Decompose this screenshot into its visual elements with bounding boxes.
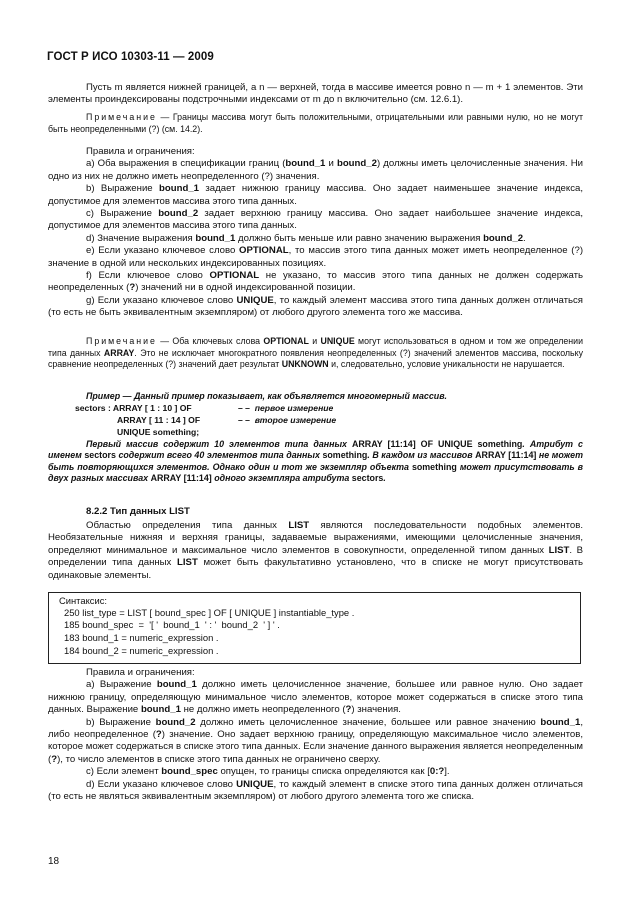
rule-a: a) Выражение bound_1 должно иметь целочисленное значение, большее или равное нулю. Оно задает нижнюю границу, определяющую минимальное число элементов, которое может содержаться в списке этого типа данных. Выражение bound_1 не должно иметь неопределенного (?) значения.	[48, 679, 583, 716]
example-code-line-3: UNIQUE something;	[117, 427, 200, 437]
syntax-line: 184 bound_2 = numeric_expression .	[64, 645, 219, 656]
rule-c: c) Выражение bound_2 задает верхнюю границу массива. Оно задает наибольшее значение индекса, допустимое для элементов массива этого типа данных.	[48, 208, 583, 232]
syntax-title: Синтаксис:	[59, 595, 108, 606]
note-bounds	[48, 112, 583, 135]
section-heading: 8.2.2 Тип данных LIST	[86, 506, 190, 517]
example-comment-1: – – первое измерение	[238, 403, 334, 413]
syntax-line: 250 list_type = LIST [ bound_spec ] OF [ UNIQUE ] instantiable_type .	[64, 607, 355, 618]
rule-b: b) Выражение bound_1 задает нижнюю границу массива. Оно задает наименьшее значение индекса, допустимое для элементов массива этого типа данных.	[48, 183, 583, 207]
example-intro: Пример — Данный пример показывает, как объявляется многомерный массив.	[86, 391, 448, 401]
note-label: Примечание	[86, 336, 157, 346]
rule-e: e) Если указано ключевое слово OPTIONAL, то массив этого типа данных может иметь неопределенное (?) значение в одной или нескольких индексированных позициях.	[48, 245, 584, 269]
page-number: 18	[48, 856, 60, 867]
rule-a: a) Оба выражения в спецификации границ (bound_1 и bound_2) должны иметь целочисленные значения. Ни одно из них не должно иметь неопределенного (?) значения.	[48, 158, 583, 182]
note-optional-unique: Примечание — Оба ключевых слова OPTIONAL и UNIQUE могут использоваться в одном и том же определении типа данных ARRAY. Это не исключает многократного появления неопределенных (?) значений элементов массива, поскольку сравнение неопределенных (?) значений дает результат UNKNOWN и, следовательно, условие уникальности не нарушается.	[48, 336, 583, 370]
paragraph-text: Пусть m является нижней границей, а n — верхней, тогда в массиве имеется ровно n — m + 1 элементов. Эти элементы проиндексированы подстрочными индексами от m до n включительно (см. 12.6.1).	[48, 82, 583, 106]
example-description: Первый массив содержит 10 элементов типа данных ARRAY [11:14] OF UNIQUE something. Атрибут с именем sectors содержит всего 40 элементов типа данных something. В каждом из массивов ARRAY [11:14] не может быть повторяющихся элементов. Однако один и тот же экземпляр объекта something может присутствовать в двух разных массивах ARRAY [11:14] одного экземпляра атрибута sectors.	[48, 439, 584, 484]
page-header: ГОСТ Р ИСО 10303-11 — 2009	[47, 51, 214, 63]
note-text: — Границы массива могут быть положительными, отрицательными или равными нулю, но не могут быть неопределенными (?) (см. 14.2).	[48, 112, 583, 134]
rule-g: g) Если указано ключевое слово UNIQUE, то каждый элемент массива этого типа данных должен отличаться (то есть не быть эквивалентным экземпляром) от любого другого элемента того же массива.	[48, 294, 583, 319]
example-comment-2: – – второе измерение	[238, 415, 337, 425]
rule-f: f) Если ключевое слово OPTIONAL не указано, то массив этого типа данных не должен содержать неопределенных (?) значений ни в одной индексированной позиции.	[48, 270, 583, 294]
rule-c: c) Если элемент bound_spec опущен, то границы списка определяются как [0:?].	[86, 766, 450, 778]
syntax-line: 185 bound_spec = '[ ' bound_1 ' : ' bound_2 ' ] ' .	[64, 619, 280, 630]
rule-d: d) Если указано ключевое слово UNIQUE, то каждый элемент в списке этого типа данных должен отличаться (то есть не являться эквивалентным экземпляром) от любого другого элемента того же списка.	[48, 778, 583, 803]
note-label: Примечание	[86, 112, 157, 122]
rules-title: Правила и ограничения:	[86, 146, 195, 157]
section-paragraph: Областью определения типа данных LIST являются последовательности подобных элементов. Необязательные нижняя и верхняя границы, задаваемые выражениями, имеющими целочисленные значения, определяют минимальное и максимальное число элементов в совокупности, определенной типом данных LIST. В определении типа данных LIST может быть факультативно установлено, что в списке не могут присутствовать одинаковые элементы.	[48, 520, 583, 581]
example-code-line-1: sectors : ARRAY [ 1 : 10 ] OF	[75, 403, 192, 413]
example-code-line-2: ARRAY [ 11 : 14 ] OF	[117, 415, 201, 425]
rules-list	[48, 667, 583, 803]
syntax-box	[48, 592, 581, 664]
rule-b: b) Выражение bound_2 должно иметь целочисленное значение, большее или равное значению bound_1, либо неопределенное (?) значение. Оно задает верхнюю границу, определяющую максимальное число элементов, которое может содержаться в списке этого типа данных. Если значение данного выражения является неопределенным (?), то число элементов в списке этого типа данных не ограничено сверху.	[48, 716, 583, 765]
rules-title: Правила и ограничения:	[86, 667, 195, 678]
paragraph-bounds	[48, 82, 583, 107]
rules-array	[48, 146, 583, 320]
rule-d: d) Значение выражения bound_1 должно быть меньше или равно значению выражения bound_2.	[86, 232, 526, 244]
syntax-line: 183 bound_1 = numeric_expression .	[64, 632, 219, 643]
